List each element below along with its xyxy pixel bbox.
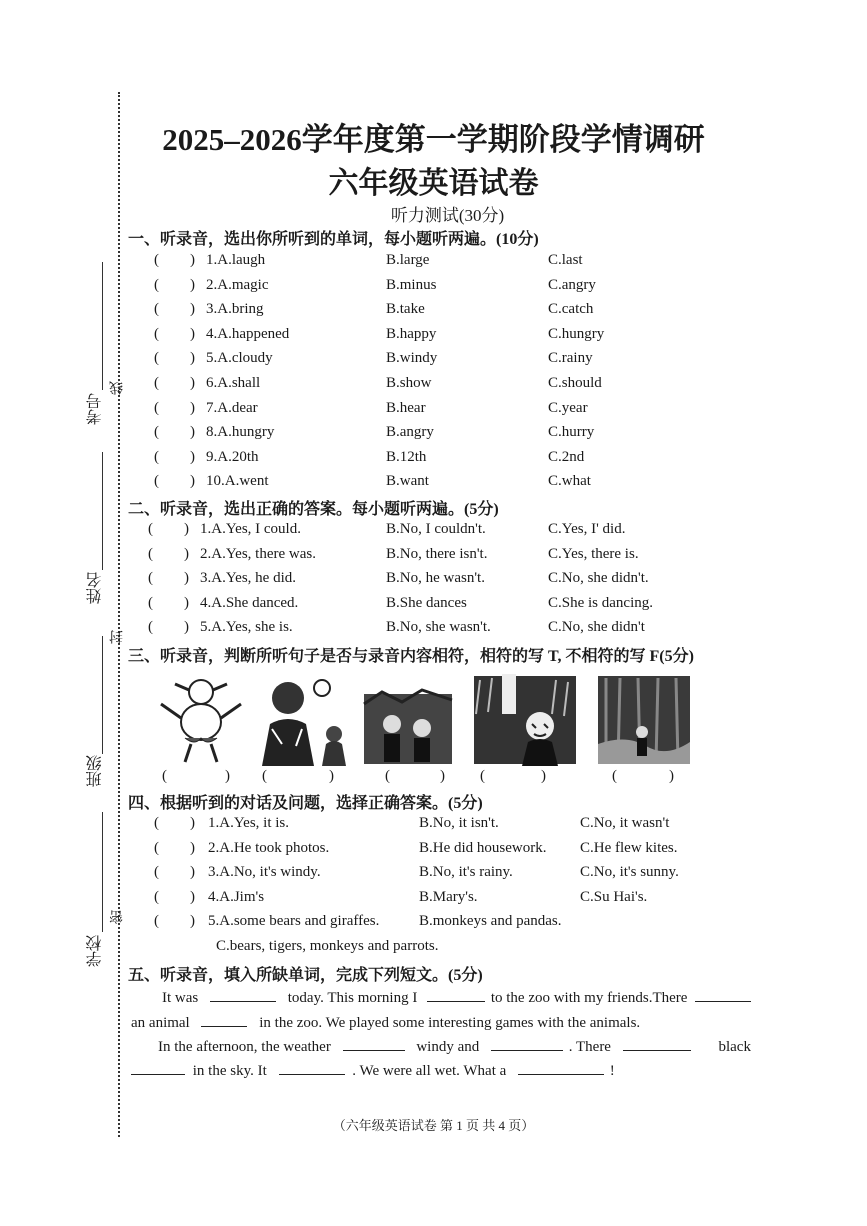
answer-paren-open[interactable]: ( [148, 521, 153, 537]
answer-paren-open[interactable]: ( [154, 252, 159, 268]
section3-heading: 三、听录音，判断所听句子是否与录音内容相符，相符的写 T, 不相符的写 F(5分) [128, 648, 694, 665]
answer-paren-open[interactable]: ( [154, 839, 159, 856]
option-b: B.large [386, 252, 430, 268]
option-c: C.Yes, I' did. [548, 521, 626, 537]
option-a: 10.A.went [206, 473, 269, 490]
picture-4-boy-in-rain [472, 674, 578, 766]
option-a: 1.A.laugh [206, 252, 266, 268]
option-a: 3.A.bring [206, 301, 264, 318]
answer-paren-close: ) [190, 375, 195, 391]
option-c: C.No, she didn't [548, 619, 645, 635]
option-c: C.No, she didn't. [548, 570, 649, 586]
option-c: C.hurry [548, 424, 595, 441]
listening-subtitle: 听力测试(30分) [390, 206, 505, 225]
answer-paren-open[interactable]: ( [154, 815, 159, 831]
answer-paren-open[interactable]: ( [148, 594, 153, 611]
answer-paren-close: ) [190, 276, 195, 293]
answer-paren-close: ) [190, 473, 195, 490]
answer-paren-close: ) [184, 619, 189, 635]
answer-paren-close: ) [190, 301, 195, 318]
answer-paren-open[interactable]: ( [154, 424, 159, 441]
picture-answer-blank-5[interactable]: ( ) [612, 768, 674, 784]
section4-heading: 四、根据听到的对话及问题，选择正确答案。(5分) [128, 795, 483, 812]
answer-paren-open[interactable]: ( [154, 301, 159, 318]
question-row [0, 595, 867, 617]
question-row [0, 546, 867, 568]
option-c: C.should [548, 375, 602, 391]
answer-paren-open[interactable]: ( [154, 448, 159, 465]
exam-number-label: 考号 [87, 393, 104, 425]
answer-paren-open[interactable]: ( [148, 545, 153, 562]
option-a: 3.A.Yes, he did. [200, 570, 296, 586]
line-marker: 线 [110, 381, 125, 395]
option-c: C.year [548, 399, 588, 416]
option-b: B.12th [386, 448, 427, 465]
section1-heading: 一、听录音，选出你所听到的单词，每小题听两遍。(10分) [128, 231, 539, 248]
question-row [0, 473, 867, 495]
question-row [0, 301, 867, 323]
answer-paren-close: ) [190, 839, 195, 856]
option-b: B.Mary's. [419, 888, 478, 905]
passage-text: . We were all wet. What a [352, 1063, 507, 1079]
option-a: 7.A.dear [206, 399, 258, 416]
answer-paren-close: ) [184, 570, 189, 586]
question-row [0, 521, 867, 543]
answer-blank-9[interactable] [279, 1060, 345, 1075]
passage-text: to the zoo with my friends.There [490, 990, 688, 1006]
passage-text: ! [609, 1063, 615, 1079]
answer-paren-close: ) [184, 594, 189, 611]
answer-paren-close: ) [190, 252, 195, 268]
option-a: 2.A.magic [206, 276, 269, 293]
answer-paren-close: ) [190, 864, 195, 880]
question-row [0, 326, 867, 348]
passage-text: in the sky. It [192, 1063, 267, 1079]
option-a: 1.A.Yes, I could. [200, 521, 301, 537]
passage-text: in the zoo. We played some interesting games with the animals. [259, 1015, 641, 1031]
answer-blank-10[interactable] [518, 1060, 604, 1075]
question-row [0, 889, 867, 911]
option-c: C.last [548, 252, 583, 268]
question-row [0, 375, 867, 397]
option-a: 9.A.20th [206, 448, 259, 465]
option-a: 4.A.happened [206, 325, 290, 342]
answer-paren-close: ) [184, 521, 189, 537]
answer-paren-open[interactable]: ( [154, 864, 159, 880]
option-c: C.hungry [548, 325, 605, 342]
picture-3-crowd-scene [362, 674, 454, 766]
question-row [0, 400, 867, 422]
answer-paren-open[interactable]: ( [154, 350, 159, 367]
answer-blank-4[interactable] [201, 1012, 247, 1027]
question-row [0, 252, 867, 274]
class-blank [102, 636, 103, 754]
answer-paren-close: ) [190, 913, 195, 929]
option-a: 5.A.some bears and giraffes. [208, 913, 380, 929]
option-c: C.catch [548, 301, 594, 318]
class-label: 班级 [87, 755, 104, 787]
passage-line-3 [158, 1036, 751, 1056]
option-b: B.windy [386, 350, 438, 367]
section4-item5-option-c: C.bears, tigers, monkeys and parrots. [216, 938, 439, 954]
answer-blank-3[interactable] [695, 987, 751, 1002]
picture-answer-blank-3[interactable]: ( ) [385, 768, 445, 784]
answer-paren-close: ) [190, 815, 195, 831]
answer-paren-close: ) [184, 545, 189, 562]
option-b: B.hear [386, 399, 426, 416]
answer-paren-open[interactable]: ( [154, 473, 159, 490]
option-a: 2.A.He took photos. [208, 839, 330, 856]
question-row [0, 570, 867, 592]
option-b: B.No, there isn't. [386, 545, 488, 562]
option-c: C.Yes, there is. [548, 545, 639, 562]
option-a: 2.A.Yes, there was. [200, 545, 316, 562]
option-a: 5.A.Yes, she is. [200, 619, 293, 635]
picture-1-man-dancing [155, 674, 247, 766]
question-row [0, 864, 867, 886]
picture-answer-blank-1[interactable]: ( ) [162, 768, 230, 784]
option-b: B.minus [386, 276, 437, 293]
answer-blank-7[interactable] [623, 1036, 691, 1051]
question-row [0, 277, 867, 299]
option-c: C.No, it wasn't [580, 815, 670, 831]
option-b: B.She dances [386, 594, 467, 611]
option-c: C.what [548, 473, 591, 490]
answer-paren-close: ) [190, 424, 195, 441]
passage-text: windy and [416, 1039, 480, 1055]
answer-paren-open[interactable]: ( [154, 913, 159, 929]
exam-subject-title: 六年级英语试卷 [328, 167, 539, 200]
option-a: 1.A.Yes, it is. [208, 815, 289, 831]
question-row [0, 350, 867, 372]
school-label: 学校 [87, 935, 104, 967]
option-a: 6.A.shall [206, 375, 261, 391]
passage-text: an animal [131, 1015, 190, 1031]
answer-paren-open[interactable]: ( [154, 276, 159, 293]
passage-text: In the afternoon, the weather [158, 1039, 331, 1055]
answer-paren-close: ) [190, 448, 195, 465]
answer-paren-open[interactable]: ( [148, 570, 153, 586]
answer-paren-close: ) [190, 888, 195, 905]
answer-blank-8[interactable] [131, 1060, 185, 1075]
answer-paren-open[interactable]: ( [148, 619, 153, 635]
seal-marker: 封 [110, 630, 125, 644]
option-a: 3.A.No, it's windy. [208, 864, 321, 880]
option-c: C.No, it's sunny. [580, 864, 679, 880]
picture-answer-blank-2[interactable]: ( ) [262, 768, 334, 784]
question-row [0, 840, 867, 862]
page-footer: （六年级英语试卷 第 1 页 共 4 页） [332, 1118, 535, 1133]
answer-blank-6[interactable] [491, 1036, 563, 1051]
section2-heading: 二、听录音，选出正确的答案。每小题听两遍。(5分) [128, 501, 499, 518]
option-b: B.No, he wasn't. [386, 570, 485, 586]
answer-paren-open[interactable]: ( [154, 399, 159, 416]
question-row [0, 449, 867, 471]
option-c: C.He flew kites. [580, 839, 678, 856]
exam-title: 2025–2026学年度第一学期阶段学情调研 [162, 122, 705, 157]
option-b: B.monkeys and pandas. [419, 913, 562, 929]
option-b: B.take [386, 301, 425, 318]
answer-paren-open[interactable]: ( [154, 888, 159, 905]
name-label: 姓名 [87, 572, 104, 604]
answer-blank-5[interactable] [343, 1036, 405, 1051]
option-b: B.angry [386, 424, 434, 441]
passage-text: . There [568, 1039, 611, 1055]
passage-text: It was [162, 990, 199, 1006]
question-row [0, 424, 867, 446]
picture-2-people-talking [252, 674, 352, 766]
answer-paren-close: ) [190, 325, 195, 342]
option-b: B.He did housework. [419, 839, 547, 856]
passage-text: today. This morning I [287, 990, 418, 1006]
section5-heading: 五、听录音，填入所缺单词，完成下列短文。(5分) [128, 967, 483, 984]
option-c: C.Su Hai's. [580, 888, 648, 905]
picture-5-forest-snow [596, 674, 692, 766]
passage-line-1 [162, 987, 751, 1007]
option-b: B.No, she wasn't. [386, 619, 491, 635]
answer-blank-2[interactable] [427, 987, 485, 1002]
picture-answer-blank-4[interactable]: ( ) [480, 768, 546, 784]
option-a: 8.A.hungry [206, 424, 275, 441]
option-b: B.No, I couldn't. [386, 521, 486, 537]
option-a: 4.A.Jim's [208, 888, 265, 905]
answer-paren-close: ) [190, 399, 195, 416]
answer-paren-open[interactable]: ( [154, 375, 159, 391]
option-c: C.rainy [548, 350, 593, 367]
option-b: B.happy [386, 325, 437, 342]
option-a: 5.A.cloudy [206, 350, 273, 367]
question-row [0, 619, 867, 641]
passage-text: black [718, 1039, 751, 1055]
question-row [0, 815, 867, 837]
option-b: B.want [386, 473, 429, 490]
option-c: C.2nd [548, 448, 585, 465]
option-b: B.No, it isn't. [419, 815, 499, 831]
passage-line-2 [131, 1012, 640, 1032]
answer-paren-open[interactable]: ( [154, 325, 159, 342]
option-c: C.angry [548, 276, 596, 293]
option-a: 4.A.She danced. [200, 594, 299, 611]
answer-paren-close: ) [190, 350, 195, 367]
option-b: B.No, it's rainy. [419, 864, 513, 880]
answer-blank-1[interactable] [210, 987, 276, 1002]
secret-marker: 密 [110, 910, 125, 924]
question-row [0, 913, 867, 935]
option-b: B.show [386, 375, 432, 391]
option-c: C.She is dancing. [548, 594, 653, 611]
passage-line-4 [131, 1060, 615, 1080]
